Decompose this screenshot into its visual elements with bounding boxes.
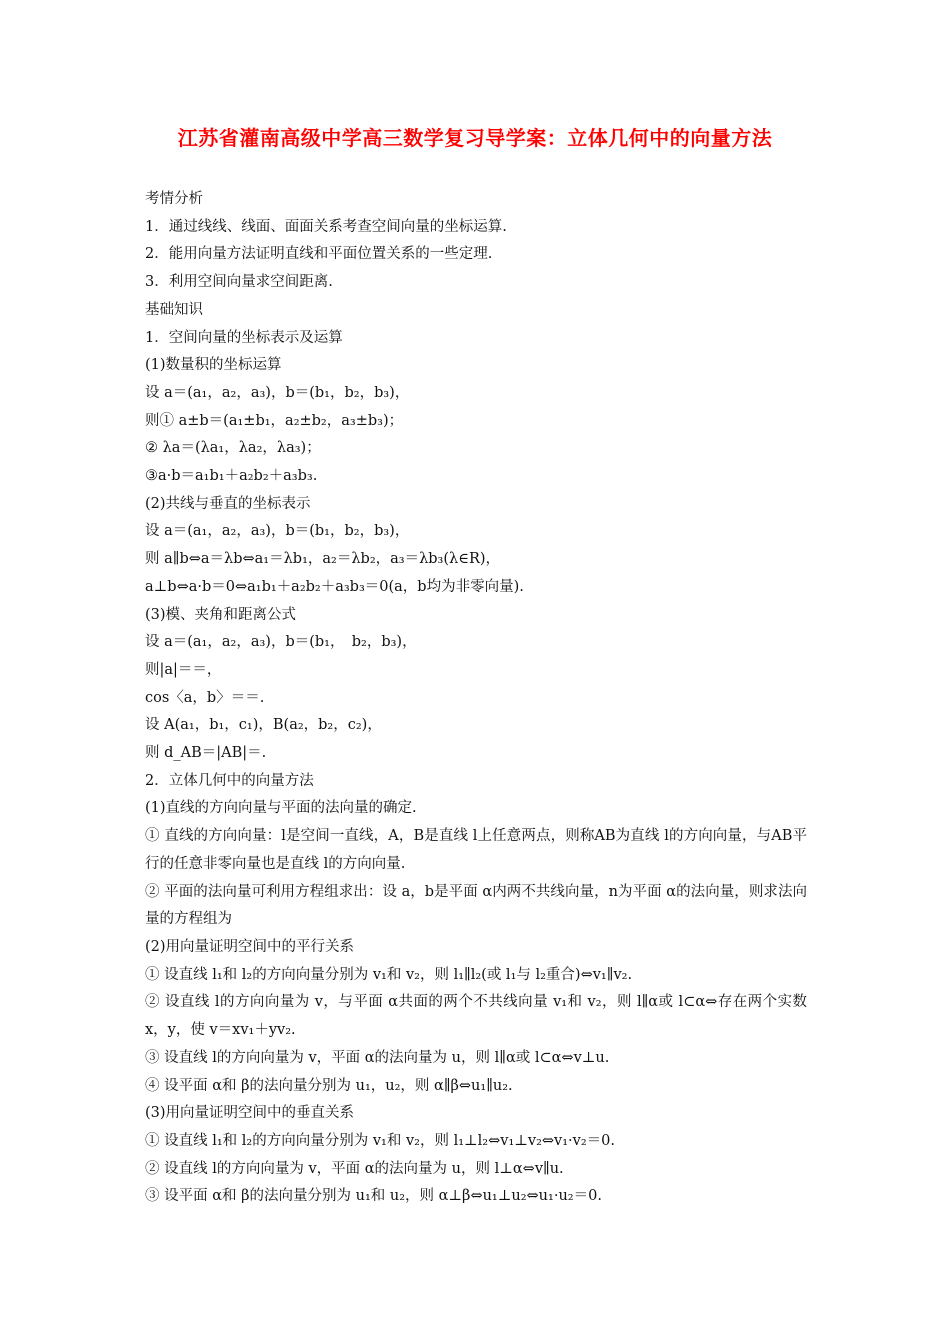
- paragraph-block: [145, 879, 807, 934]
- formula-line: 设 a＝(a₁，a₂，a₃)，b＝(b₁，b₂，b₃)，: [145, 384, 410, 401]
- text-line: ② 设直线 l的方向向量为 v，平面 α的法向量为 u，则 l⊥α⇔v∥u.: [145, 1160, 564, 1177]
- formula-line: ② λa＝(λa₁，λa₂，λa₃)；: [145, 440, 321, 457]
- text-line: 3．利用空间向量求空间距离.: [145, 274, 333, 291]
- paragraph: ② 平面的法向量可利用方程组求出：设 a，b是平面 α内两不共线向量，n为平面 α的法向量，则求法向量的方程组为: [145, 883, 807, 928]
- text-line: ③ 设平面 α和 β的法向量分别为 u₁和 u₂，则 α⊥β⇔u₁⊥u₂⇔u₁·u₂＝0.: [145, 1188, 602, 1205]
- text-line: ③ 设直线 l的方向向量为 v，平面 α的法向量为 u，则 l∥α或 l⊂α⇔v⊥u.: [145, 1049, 610, 1066]
- document-body: [145, 186, 807, 1211]
- paragraph: ② 设直线 l的方向向量为 v，与平面 α共面的两个不共线向量 v₁和 v₂，则 l∥α或 l⊂α⇔存在两个实数 x，y，使 v＝xv₁＋yv₂.: [145, 994, 807, 1039]
- formula-line: ③a·b＝a₁b₁＋a₂b₂＋a₃b₃.: [145, 468, 318, 485]
- text-line: (3)模、夹角和距离公式: [145, 606, 297, 623]
- paragraph-block: [145, 989, 807, 1044]
- text-line: (1)数量积的坐标运算: [145, 357, 282, 374]
- formula-line: 设 a＝(a₁，a₂，a₃)，b＝(b₁， b₂，b₃)，: [145, 634, 417, 651]
- text-line: (3)用向量证明空间中的垂直关系: [145, 1105, 355, 1122]
- text-line: 2．能用向量方法证明直线和平面位置关系的一些定理.: [145, 246, 493, 263]
- section-heading: 基础知识: [145, 301, 203, 318]
- formula-line: 则|a|＝＝，: [145, 661, 222, 678]
- formula-line: 则① a±b＝(a₁±b₁，a₂±b₂，a₃±b₃)；: [145, 412, 404, 429]
- formula-line: 则 a∥b⇔a＝λb⇔a₁＝λb₁，a₂＝λb₂，a₃＝λb₃(λ∈R)，: [145, 551, 501, 568]
- formula-line: 设 a＝(a₁，a₂，a₃)，b＝(b₁，b₂，b₃)，: [145, 523, 410, 540]
- document-title: 江苏省灌南高级中学高三数学复习导学案：立体几何中的向量方法: [177, 126, 773, 150]
- formula-line: 则 d_AB＝|AB|＝.: [145, 745, 267, 762]
- section-heading: 考情分析: [145, 191, 203, 207]
- text-line: ① 设直线 l₁和 l₂的方向向量分别为 v₁和 v₂，则 l₁⊥l₂⇔v₁⊥v₂⇔v₁·v₂＝0.: [145, 1132, 615, 1149]
- formula-line: cos〈a，b〉＝＝.: [145, 689, 265, 706]
- paragraph-block: [145, 823, 807, 878]
- formula-line: 设 A(a₁，b₁，c₁)，B(a₂，b₂，c₂)，: [145, 717, 382, 734]
- text-line: 1．通过线线、线面、面面关系考查空间向量的坐标运算.: [145, 218, 507, 235]
- text-line: ④ 设平面 α和 β的法向量分别为 u₁，u₂，则 α∥β⇔u₁∥u₂.: [145, 1077, 513, 1094]
- text-line: (1)直线的方向向量与平面的法向量的确定.: [145, 800, 417, 817]
- text-line: 2．立体几何中的向量方法: [145, 772, 314, 789]
- text-line: (2)共线与垂直的坐标表示: [145, 495, 311, 512]
- formula-line: a⊥b⇔a·b＝0⇔a₁b₁＋a₂b₂＋a₃b₃＝0(a，b均为非零向量).: [145, 578, 524, 595]
- paragraph: ① 直线的方向向量：l是空间一直线，A，B是直线 l上任意两点，则称AB为直线 l的方向向量，与AB平行的任意非零向量也是直线 l的方向向量.: [145, 828, 807, 872]
- text-line: (2)用向量证明空间中的平行关系: [145, 938, 355, 955]
- text-line: 1．空间向量的坐标表示及运算: [145, 329, 343, 346]
- text-line: ① 设直线 l₁和 l₂的方向向量分别为 v₁和 v₂，则 l₁∥l₂(或 l₁与 l₂重合)⇔v₁∥v₂.: [145, 966, 633, 983]
